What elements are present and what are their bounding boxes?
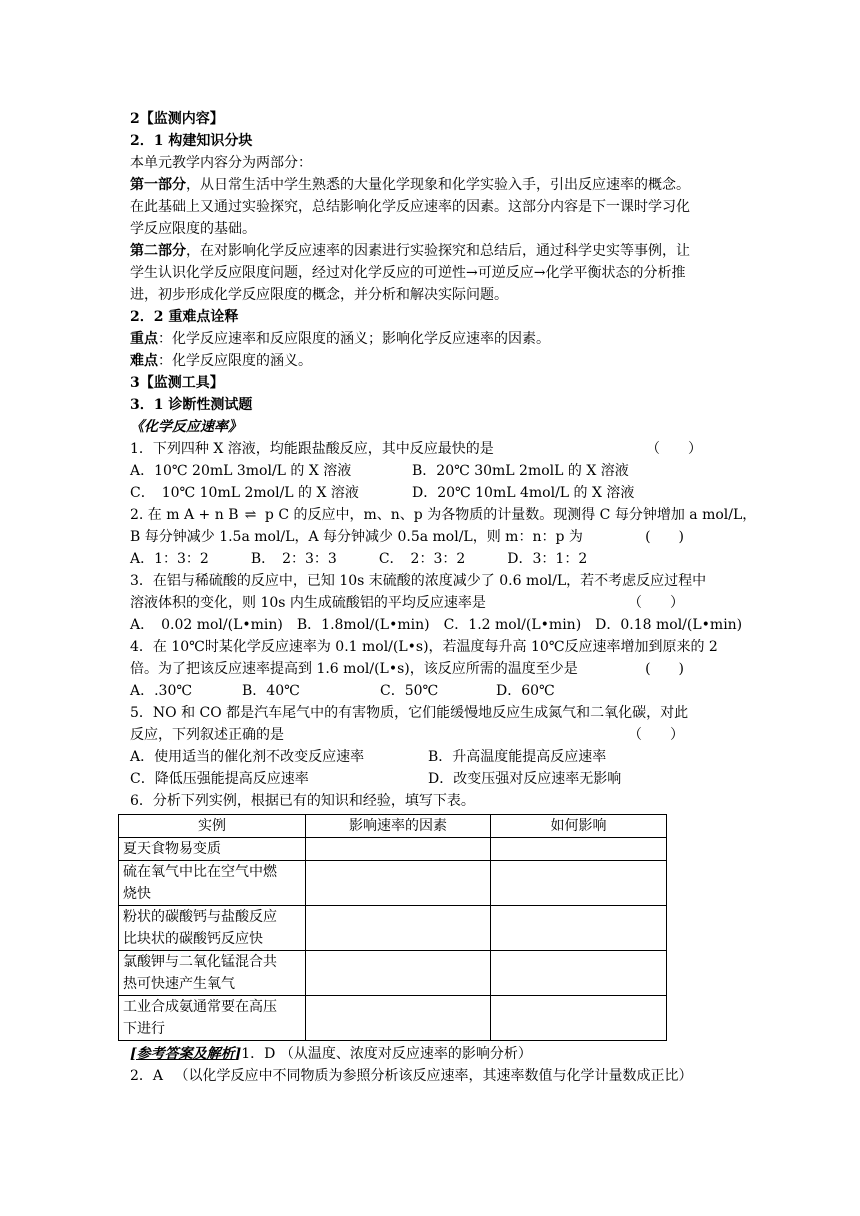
section-3-heading: 3【监测工具】 [130, 375, 224, 391]
subsection-2-1: 2．1 构建知识分块 [130, 133, 253, 149]
question-4-line-2: 倍。为了把该反应速率提高到 1.6 mol/(L•s)，该反应所需的温度至少是 ( ) [130, 661, 684, 677]
subsection-2-2: 2．2 重难点诠释 [130, 309, 239, 325]
equilibrium-arrow-icon: ⇌ [244, 507, 255, 523]
question-2-options: A．1：3：2 B． 2：3：3 C． 2：3：2 D．3：1：2 [130, 551, 588, 567]
document-page [123, 108, 757, 1087]
intro-text: 本单元教学内容分为两部分： [130, 155, 312, 171]
part2-line-1: 第二部分，在对影响化学反应速率的因素进行实验探究和总结后，通过科学史实等事例，让 [130, 243, 690, 259]
table-cell-factor[interactable] [306, 906, 491, 951]
table-cell-example: 夏天食物易变质 [119, 838, 306, 861]
table-row [119, 996, 667, 1041]
table-header: 如何影响 [491, 815, 667, 838]
question-5-line-1: 5．NO 和 CO 都是汽车尾气中的有害物质，它们能缓慢地反应生成氮气和二氧化碳，对此 [130, 705, 689, 721]
answers-label: [参考答案及解析 [130, 1046, 235, 1062]
table-cell-factor[interactable] [306, 996, 491, 1041]
table-row [119, 861, 667, 906]
question-3-line-2: 溶液体积的变化，则 10s 内生成硫酸铝的平均反应速率是 （ ） [130, 595, 684, 611]
table-row [119, 838, 667, 861]
table-cell-example: 工业合成氨通常要在高压 下进行 [119, 996, 306, 1041]
table-cell-example: 硫在氧气中比在空气中燃 烧快 [119, 861, 306, 906]
table-cell-effect[interactable] [491, 861, 667, 906]
factors-table [118, 814, 667, 1041]
question-3-line-1: 3．在铝与稀硫酸的反应中，已知 10s 末硫酸的浓度减少了 0.6 mol/L，若不考虑反应过程中 [130, 573, 707, 589]
answer-2: 2．A （以化学反应中不同物质为参照分析该反应速率，其速率数值与化学计量数成正比） [130, 1068, 693, 1084]
part1-line-1: 第一部分，从日常生活中学生熟悉的大量化学现象和化学实验入手，引出反应速率的概念。 [130, 177, 690, 193]
question-4-options: A．.30℃ B．40℃ C．50℃ D．60℃ [130, 683, 555, 699]
table-cell-example: 氯酸钾与二氧化锰混合共 热可快速产生氧气 [119, 951, 306, 996]
table-cell-effect[interactable] [491, 951, 667, 996]
table-header: 实例 [119, 815, 306, 838]
table-cell-factor[interactable] [306, 838, 491, 861]
question-2-line-2: B 每分钟减少 1.5a mol/L，A 每分钟减少 0.5a mol/L，则 m：n：p 为 ( ) [130, 529, 684, 545]
question-2-line-1: 2. 在 m A + n B ⇌ p C 的反应中，m、n、p 为各物质的计量数。现测得 C 每分钟增加 a mol/L， [130, 504, 730, 526]
answer-1: [参考答案及解析]1．D （从温度、浓度对反应速率的影响分析） [130, 1046, 532, 1062]
key-points: 重点：化学反应速率和反应限度的涵义；影响化学反应速率的因素。 [130, 331, 550, 347]
table-cell-effect[interactable] [491, 838, 667, 861]
question-4-line-1: 4．在 10℃时某化学反应速率为 0.1 mol/(L•s)，若温度每升高 10℃反应速率增加到原来的 2 [130, 639, 718, 655]
subsection-3-1: 3．1 诊断性测试题 [130, 397, 253, 413]
table-cell-example: 粉状的碳酸钙与盐酸反应 比块状的碳酸钙反应快 [119, 906, 306, 951]
part2-line-3: 进，初步形成化学反应限度的概念，并分析和解决实际问题。 [130, 287, 508, 303]
table-cell-effect[interactable] [491, 996, 667, 1041]
table-cell-factor[interactable] [306, 861, 491, 906]
table-cell-factor[interactable] [306, 951, 491, 996]
question-6: 6．分析下列实例，根据已有的知识和经验，填写下表。 [130, 793, 475, 809]
question-1-options-cd: C． 10℃ 10mL 2mol/L 的 X 溶液 D．20℃ 10mL 4mol/L 的 X 溶液 [130, 485, 635, 501]
part2-line-2: 学生认识化学反应限度问题，经过对化学反应的可逆性→可逆反应→化学平衡状态的分析推 [130, 265, 686, 281]
section-2-heading: 2【监测内容】 [130, 111, 224, 127]
table-cell-effect[interactable] [491, 906, 667, 951]
part1-line-3: 学反应限度的基础。 [130, 221, 256, 237]
table-row [119, 951, 667, 996]
question-5-options-cd: C．降低压强能提高反应速率 D．改变压强对反应速率无影响 [130, 771, 622, 787]
question-5-options-ab: A．使用适当的催化剂不改变反应速率 B．升高温度能提高反应速率 [130, 749, 607, 765]
difficult-points: 难点：化学反应限度的涵义。 [130, 353, 312, 369]
question-5-line-2: 反应，下列叙述正确的是 （ ） [130, 727, 684, 743]
question-3-options: A． 0.02 mol/(L•min) B．1.8mol/(L•min) C．1.2 mol/(L•min) D．0.18 mol/(L•min) [130, 617, 743, 633]
question-1: 1．下列四种 X 溶液，均能跟盐酸反应，其中反应最快的是 （ ） [130, 441, 702, 457]
table-header: 影响速率的因素 [306, 815, 491, 838]
table-row [119, 906, 667, 951]
topic-title: 《化学反应速率》 [130, 419, 242, 435]
table-header-row [119, 815, 667, 838]
question-1-options-ab: A．10℃ 20mL 3mol/L 的 X 溶液 B．20℃ 30mL 2molL 的 X 溶液 [130, 463, 629, 479]
part1-line-2: 在此基础上又通过实验探究，总结影响化学反应速率的因素。这部分内容是下一课时学习化 [130, 199, 690, 215]
